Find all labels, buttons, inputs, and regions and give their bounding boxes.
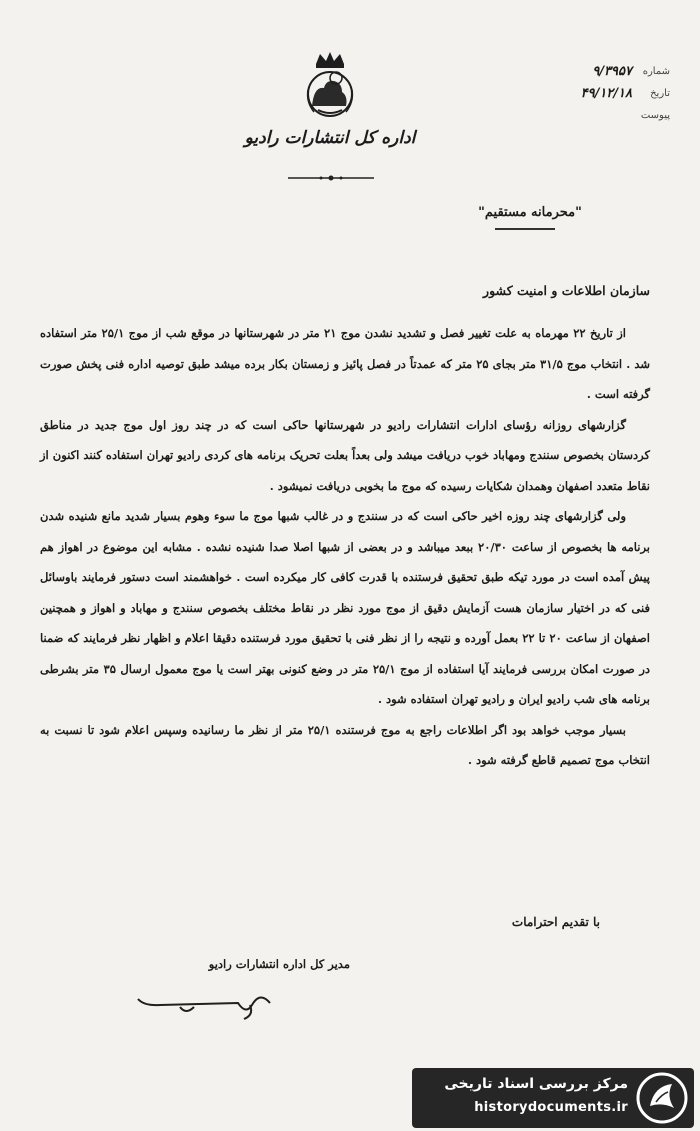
reference-number-value: ۹/۳۹۵۷ (592, 63, 632, 79)
reference-date-value: ۴۹/۱۲/۱۸ (580, 85, 632, 101)
body-paragraph-3: ولی گزارشهای چند روزه اخیر حاکی است که در سنندج و در غالب شبها موج ما سوء وهوم بسیار شدید مانع شنیده شدن برنامه ها بخصوص از ساعت ۲۰/۳۰ ببعد میباشد و در بعضی از شبها اصلا صدا شنیده نشده . مشابه این موضوع در اهواز هم پیش آمده است در مورد تیکه طبق تحقیق فرستنده با قدرت کافی کار میکرده است . خواهشمند است دستور فرمایند باوسائل فنی که در اختیار سازمان هست آزمایش دقیق از موج مورد نظر در نقاط مختلف بخصوص سنندج و مهاباد و اهواز و همچنین اصفهان از ساعت ۲۰ تا ۲۲ بعمل آورده و نتیجه را از نظر فنی با تحقیق مورد فرستنده دقیقا اعلام و اظهار نظر فرمایند که ضمنا در صورت امکان بررسی فرمایند آیا استفاده از موج ۲۵/۱ متر در وضع کنونی بهتر است یا موج معمول ارسال ۳۵ متر بشرطی برنامه های شب رادیو ایران و رادیو تهران استفاده شود . (40, 509, 650, 706)
watermark-text (418, 1072, 628, 1120)
closing-salutation: با تقدیم احترامات (511, 915, 600, 929)
body-paragraph-4: بسیار موجب خواهد بود اگر اطلاعات راجع به موج فرستنده ۲۵/۱ متر از نظر ما رسانیده وسپس اعلام شود تا نسبت به انتخاب موج تصمیم قاطع گرفته شود . (40, 722, 650, 767)
title-ornament-rule (288, 174, 374, 182)
reference-attachment-row (510, 104, 670, 126)
reference-date-row (510, 82, 670, 104)
classification-marking: "محرمانه مستقیم" (478, 205, 582, 220)
archive-watermark (412, 1068, 694, 1128)
reference-number-label: شماره (642, 65, 670, 77)
handwritten-signature (120, 985, 280, 1025)
document-scroll-logo-icon (636, 1072, 688, 1124)
letter-body (40, 318, 650, 776)
classification-underline (495, 228, 555, 230)
lion-and-sun-emblem-icon (302, 50, 358, 120)
body-paragraph-1: از تاریخ ۲۲ مهرماه به علت تغییر فصل و تشدید نشدن موج ۲۱ متر در شهرستانها در موقع شب از موج ۲۵/۱ متر استفاده شد . انتخاب موج ۳۱/۵ متر بجای ۲۵ متر که عمدتاً در فصل پائیز و زمستان بکار برده میشد طبق توصیه اداره فنی پخش صورت گرفته است . (40, 326, 650, 401)
signatory-title: مدیر کل اداره انتشارات رادیو (208, 957, 350, 971)
body-paragraph-2: گزارشهای روزانه رؤسای ادارات انتشارات رادیو در شهرستانها حاکی است که در چند روز اول موج جدید در مناطق کردستان بخصوص سنندج ومهاباد خوب دریافت میشد ولی بعداً بعلت تحریک برنامه های کردی رادیو تهران استفاده کنند اکنون از نقاط متعدد اصفهان وهمدان شکایات رسیده که موج ما بخوبی دریافت نمیشود . (40, 417, 650, 493)
watermark-name: مرکز بررسی اسناد تاریخی (444, 1076, 628, 1092)
reference-attachment-label: پیوست (640, 109, 670, 121)
reference-date-label: تاریخ (650, 87, 670, 99)
organization-title: اداره کل انتشارات رادیو (244, 128, 416, 148)
reference-number-row (510, 60, 670, 82)
recipient-line: سازمان اطلاعات و امنیت کشور (483, 283, 650, 298)
reference-block (510, 60, 670, 126)
watermark-url: historydocuments.ir (474, 1100, 628, 1115)
